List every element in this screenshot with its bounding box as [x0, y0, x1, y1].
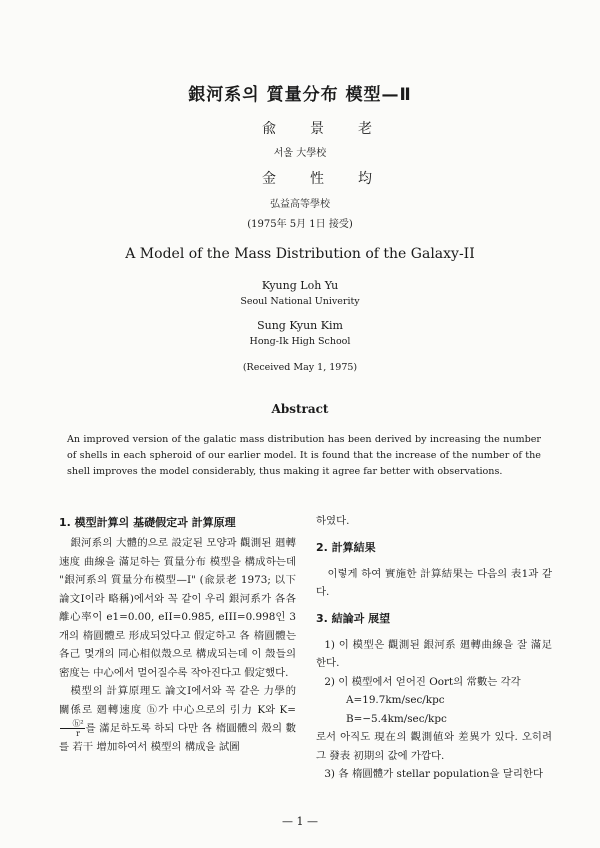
section-2-heading: 2. 計算結果 — [316, 540, 376, 554]
author-1-korean-name: 兪景老 — [262, 121, 406, 137]
formula-fraction — [60, 719, 85, 738]
section-1-paragraph-2-continued: 하였다. — [316, 515, 350, 527]
section-1-paragraph-2 — [59, 682, 296, 757]
author-2-korean-name: 金性均 — [262, 171, 406, 187]
received-date-korean: (1975年 5月 1日 接受) — [247, 219, 353, 230]
section-3-item-3: 3) 各 楕圓體가 stellar population을 달리한다 — [324, 768, 543, 780]
section-1-paragraph-2-a: 模型의 計算原理도 論文I에서와 꼭 같은 力學的關係로 廻轉速度 ⓗ가 中心으로의 引力 K와 K= — [59, 685, 296, 716]
oort-constant-b: B=−5.4km/sec/kpc — [346, 712, 447, 725]
author-2-english-affiliation: Hong-Ik High School — [249, 336, 351, 347]
section-3-item-2-continued: 로서 아직도 現在의 觀測値와 差異가 있다. 오히려 그 發表 初期의 값에 가깝다. — [316, 731, 552, 762]
author-1-english-name: Kyung Loh Yu — [261, 279, 339, 292]
section-1-paragraph-1: 銀河系의 大體的으로 設定된 모양과 觀測된 廻轉速度 曲線을 滿足하는 質量分布 模型을 構成하는데 "銀河系의 質量分布模型—I" (兪景老 1973; 以下 論文I이라 略稱)에서와 꼭 같이 우리 銀河系가 各各 離心率이 e1=0.00, eII=0.985, eIII=0.998인 3개의 楕圓體로 形成되었다고 假定하고 各 楕圓體는 各己 몇개의 同心相似殼으로 構成되는데 이 殼들의 密度는 中心에서 멀어질수록 작아진다고 假定했다. — [59, 537, 296, 679]
author-2-korean-affiliation: 弘益高等學校 — [270, 199, 330, 210]
section-3-item-2: 2) 이 模型에서 얻어진 Oort의 常數는 각각 — [324, 675, 521, 688]
received-date-english: (Received May 1, 1975) — [242, 362, 358, 373]
fraction-denominator: r — [76, 729, 80, 738]
oort-constant-a: A=19.7km/sec/kpc — [346, 694, 445, 706]
fraction-numerator: ⓗ² — [60, 719, 85, 729]
left-column — [59, 512, 296, 757]
section-3-item-1: 1) 이 模型은 觀測된 銀河系 廻轉曲線을 잘 滿足한다. — [316, 638, 552, 669]
section-2-paragraph-1: 이렇게 하여 實施한 計算結果는 다음의 表1과 같다. — [316, 567, 552, 598]
author-2-english-name: Sung Kyun Kim — [257, 319, 343, 332]
author-1-english-affiliation: Seoul National Univerity — [240, 296, 360, 307]
section-3-heading: 3. 結論과 展望 — [316, 611, 391, 625]
english-title: A Model of the Mass Distribution of the Galaxy-II — [125, 246, 475, 262]
korean-title: 銀河系의 質量分布 模型—Ⅱ — [188, 85, 412, 105]
abstract-text: An improved version of the galatic mass distribution has been derived by increasing the number of shells in each spheroid of our earlier model. It is found that the increase of the number of the shell improves the model considerably, thus making it agree far better with observations. — [67, 434, 541, 477]
page-number: — 1 — — [282, 815, 318, 828]
right-column — [316, 512, 552, 784]
section-1-heading: 1. 模型計算의 基礎假定과 計算原理 — [59, 516, 236, 529]
section-1-paragraph-2-b: 를 滿足하도록 하되 다만 各 楕圓體의 殼의 數를 若干 增加하여서 模型의 構成을 試圖 — [59, 722, 296, 753]
abstract-heading: Abstract — [271, 402, 329, 416]
author-1-korean-affiliation: 서울 大學校 — [273, 148, 327, 159]
